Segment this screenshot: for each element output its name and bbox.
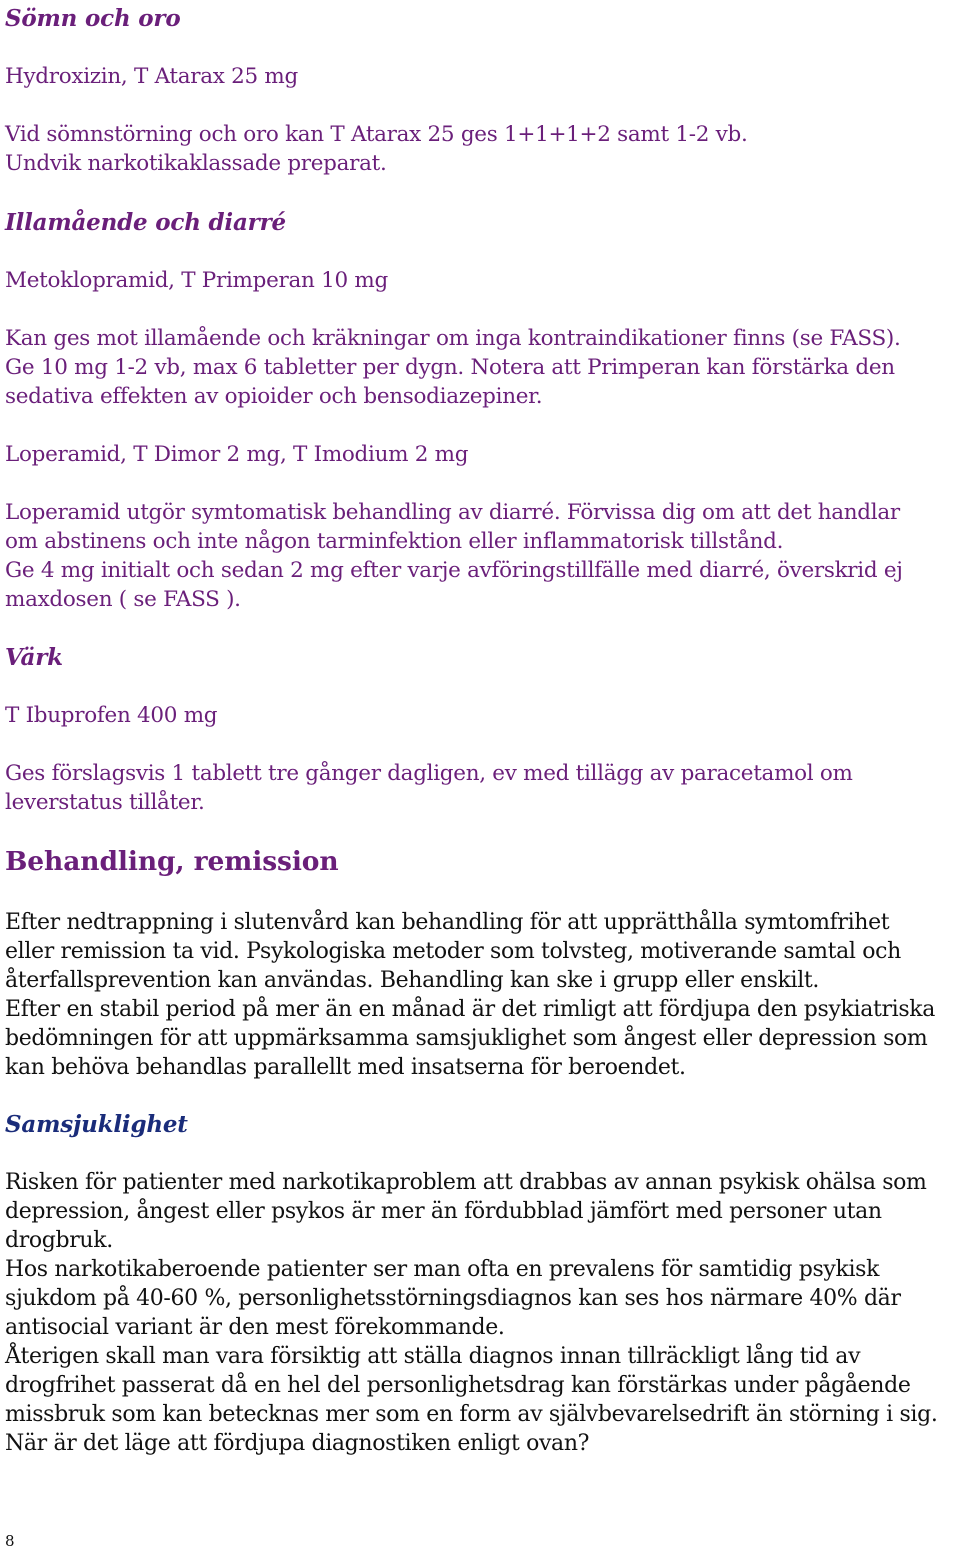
text-line: När är det läge att fördjupa diagnostiken enligt ovan?: [5, 1431, 590, 1456]
text-line: sedativa effekten av opioider och bensodiazepiner.: [5, 384, 543, 409]
text-line: om abstinens och inte någon tarminfektion eller inflammatorisk tillstånd.: [5, 529, 784, 554]
text-line: eller remission ta vid. Psykologiska metoder som tolvsteg, motiverande samtal och: [5, 939, 901, 964]
text-line: återfallsprevention kan användas. Behandling kan ske i grupp eller enskilt.: [5, 968, 820, 993]
text-line: maxdosen ( se FASS ).: [5, 587, 241, 612]
text-line: drogbruk.: [5, 1228, 113, 1253]
heading-samsjuklighet: Samsjuklighet: [5, 1111, 188, 1138]
text-line: leverstatus tillåter.: [5, 790, 205, 815]
heading-behandling-remission: Behandling, remission: [5, 846, 339, 877]
text-line: Ges förslagsvis 1 tablett tre gånger dagligen, ev med tillägg av paracetamol om: [5, 761, 853, 786]
heading-somn-och-oro: Sömn och oro: [5, 5, 181, 32]
page-number: 8: [5, 1532, 15, 1550]
text-line: drogfrihet passerat då en hel del personlighetsdrag kan förstärkas under pågående: [5, 1373, 911, 1398]
text-line: Efter en stabil period på mer än en månad är det rimligt att fördjupa den psykiatriska: [5, 997, 936, 1022]
text-line: Ge 10 mg 1-2 vb, max 6 tabletter per dygn. Notera att Primperan kan förstärka den: [5, 355, 895, 380]
text-line: antisocial variant är den mest förekommande.: [5, 1315, 505, 1340]
heading-illamaende-och-diarre: Illamående och diarré: [5, 209, 286, 236]
text-line: Återigen skall man vara försiktig att ställa diagnos innan tillräckligt lång tid av: [5, 1344, 861, 1369]
drug-ibuprofen: T Ibuprofen 400 mg: [5, 703, 218, 728]
text-line: depression, ångest eller psykos är mer än fördubblad jämfört med personer utan: [5, 1199, 882, 1224]
text-line: Hos narkotikaberoende patienter ser man ofta en prevalens för samtidig psykisk: [5, 1257, 880, 1282]
text-line: kan behöva behandlas parallellt med insatserna för beroendet.: [5, 1055, 686, 1080]
text-line: sjukdom på 40-60 %, personlighetsstörningsdiagnos kan ses hos närmare 40% där: [5, 1286, 901, 1311]
drug-hydroxizin: Hydroxizin, T Atarax 25 mg: [5, 64, 298, 89]
drug-metoklopramid: Metoklopramid, T Primperan 10 mg: [5, 268, 388, 293]
text-line: Ge 4 mg initialt och sedan 2 mg efter varje avföringstillfälle med diarré, överskrid ej: [5, 558, 903, 583]
text-line: bedömningen för att uppmärksamma samsjuklighet som ångest eller depression som: [5, 1026, 928, 1051]
heading-vark: Värk: [5, 644, 63, 671]
drug-loperamid: Loperamid, T Dimor 2 mg, T Imodium 2 mg: [5, 442, 469, 467]
text-line: Vid sömnstörning och oro kan T Atarax 25 ges 1+1+1+2 samt 1-2 vb.: [5, 122, 748, 147]
text-line: Undvik narkotikaklassade preparat.: [5, 151, 387, 176]
text-line: Loperamid utgör symtomatisk behandling av diarré. Förvissa dig om att det handlar: [5, 500, 900, 525]
text-line: Kan ges mot illamående och kräkningar om inga kontraindikationer finns (se FASS).: [5, 326, 901, 351]
text-line: missbruk som kan betecknas mer som en form av självbevarelsedrift än störning i sig.: [5, 1402, 938, 1427]
text-line: Efter nedtrappning i slutenvård kan behandling för att upprätthålla symtomfrihet: [5, 910, 890, 935]
text-line: Risken för patienter med narkotikaproblem att drabbas av annan psykisk ohälsa som: [5, 1170, 927, 1195]
